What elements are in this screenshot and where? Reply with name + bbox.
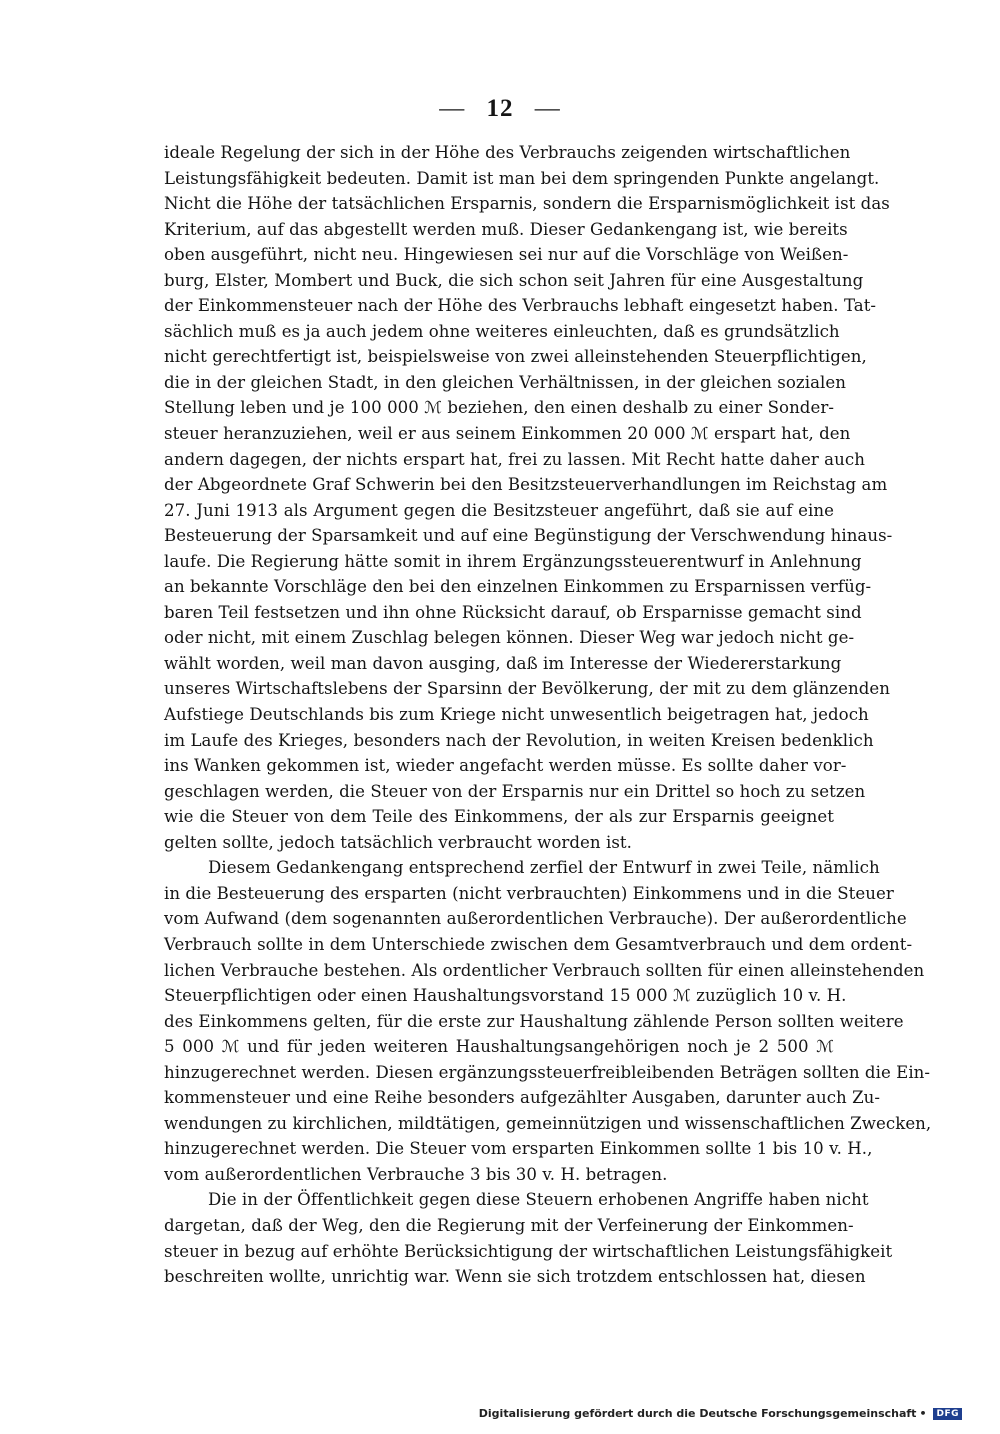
text-line: ideale Regelung der sich in der Höhe des Verbrauchs zeigenden wirtschaftlichen bbox=[164, 143, 851, 162]
text-line: steuer in bezug auf erhöhte Berücksichtigung der wirtschaftlichen Leistungsfähigkeit bbox=[164, 1241, 893, 1261]
text-line: die in der gleichen Stadt, in den gleichen Verhältnissen, in der gleichen sozialen bbox=[164, 372, 846, 392]
header-dash-right: — bbox=[534, 95, 561, 122]
text-line: Aufstiege Deutschlands bis zum Kriege nicht unwesentlich beigetragen hat, jedoch bbox=[164, 705, 869, 725]
text-line: dargetan, daß der Weg, den die Regierung mit der Verfeinerung der Einkommen- bbox=[164, 1215, 854, 1235]
text-line: burg, Elster, Mombert und Buck, die sich schon seit Jahren für eine Ausgestaltung bbox=[164, 270, 864, 290]
text-line: Diesem Gedankengang entsprechend zerfiel der Entwurf in zwei Teile, nämlich bbox=[208, 858, 880, 878]
text-line: in die Besteuerung des ersparten (nicht verbrauchten) Einkommens und in die Steuer bbox=[164, 883, 894, 903]
text-line: der Einkommensteuer nach der Höhe des Verbrauchs lebhaft eingesetzt haben. Tat- bbox=[164, 296, 877, 316]
text-line: geschlagen werden, die Steuer von der Ersparnis nur ein Drittel so hoch zu setzen bbox=[164, 781, 866, 801]
text-line: Leistungsfähigkeit bedeuten. Damit ist man bei dem springenden Punkte angelangt. bbox=[164, 168, 880, 188]
page-number: 12 bbox=[486, 95, 514, 122]
text-line: Besteuerung der Sparsamkeit und auf eine Begünstigung der Verschwendung hinaus- bbox=[164, 526, 893, 546]
text-line: Die in der Öffentlichkeit gegen diese Steuern erhobenen Angriffe haben nicht bbox=[208, 1190, 869, 1210]
credit-text: Digitalisierung gefördert durch die Deutsche Forschungsgemeinschaft bbox=[478, 1407, 917, 1420]
text-line: steuer heranzuziehen, weil er aus seinem Einkommen 20 000 ℳ erspart hat, den bbox=[164, 424, 851, 444]
page-header bbox=[0, 95, 1000, 123]
text-line: 27. Juni 1913 als Argument gegen die Besitzsteuer angeführt, daß sie auf eine bbox=[164, 500, 834, 520]
dfg-logo-icon: DFG bbox=[933, 1408, 962, 1420]
text-line: sächlich muß es ja auch jedem ohne weiteres einleuchten, daß es grundsätzlich bbox=[164, 321, 840, 341]
text-line: kommensteuer und eine Reihe besonders aufgezählter Ausgaben, darunter auch Zu- bbox=[164, 1088, 881, 1108]
text-line: des Einkommens gelten, für die erste zur Haushaltung zählende Person sollten weitere bbox=[164, 1011, 904, 1031]
body-text bbox=[164, 140, 932, 1290]
digitization-credit bbox=[479, 1407, 962, 1420]
text-line: Nicht die Höhe der tatsächlichen Ersparnis, sondern die Ersparnismöglichkeit ist das bbox=[164, 194, 890, 214]
text-line: lichen Verbrauche bestehen. Als ordentlicher Verbrauch sollten für einen alleinstehenden bbox=[164, 960, 925, 980]
text-line: oder nicht, mit einem Zuschlag belegen können. Dieser Weg war jedoch nicht ge- bbox=[164, 628, 855, 648]
text-line: hinzugerechnet werden. Die Steuer vom ersparten Einkommen sollte 1 bis 10 v. H., bbox=[164, 1139, 873, 1159]
text-line: wie die Steuer von dem Teile des Einkommens, der als zur Ersparnis geeignet bbox=[164, 807, 834, 827]
text-line: andern dagegen, der nichts erspart hat, frei zu lassen. Mit Recht hatte daher auch bbox=[164, 449, 865, 469]
text-line: vom Aufwand (dem sogenannten außerordentlichen Verbrauche). Der außerordentliche bbox=[164, 909, 907, 929]
text-line: beschreiten wollte, unrichtig war. Wenn sie sich trotzdem entschlossen hat, diesen bbox=[164, 1267, 866, 1287]
text-line: nicht gerechtfertigt ist, beispielsweise von zwei alleinstehenden Steuerpflichtigen, bbox=[164, 347, 867, 367]
text-line: hinzugerechnet werden. Diesen ergänzungssteuerfreibleibenden Beträgen sollten die Ein- bbox=[164, 1062, 931, 1082]
text-line: der Abgeordnete Graf Schwerin bei den Besitzsteuerverhandlungen im Reichstag am bbox=[164, 475, 888, 495]
text-line: an bekannte Vorschläge den bei den einzelnen Einkommen zu Ersparnissen verfüg- bbox=[164, 577, 872, 597]
text-line: wendungen zu kirchlichen, mildtätigen, gemeinnützigen und wissenschaftlichen Zwecken, bbox=[164, 1113, 932, 1133]
text-line: laufe. Die Regierung hätte somit in ihrem Ergänzungssteuerentwurf in Anlehnung bbox=[164, 551, 862, 571]
text-line: Stellung leben und je 100 000 ℳ beziehen, den einen deshalb zu einer Sonder- bbox=[164, 398, 834, 418]
text-line: Verbrauch sollte in dem Unterschiede zwischen dem Gesamtverbrauch und dem ordent- bbox=[164, 934, 913, 954]
credit-separator: • bbox=[919, 1407, 927, 1420]
text-line: wählt worden, weil man davon ausging, daß im Interesse der Wiedererstarkung bbox=[164, 653, 842, 673]
text-line: 5 000 ℳ und für jeden weiteren Haushaltungsangehörigen noch je 2 500 ℳ bbox=[164, 1037, 834, 1057]
text-line: vom außerordentlichen Verbrauche 3 bis 30 v. H. betragen. bbox=[164, 1164, 668, 1184]
text-line: unseres Wirtschaftslebens der Sparsinn der Bevölkerung, der mit zu dem glänzenden bbox=[164, 679, 891, 699]
text-line: oben ausgeführt, nicht neu. Hingewiesen sei nur auf die Vorschläge von Weißen- bbox=[164, 245, 849, 265]
text-line: baren Teil festsetzen und ihn ohne Rücksicht darauf, ob Ersparnisse gemacht sind bbox=[164, 602, 862, 622]
text-line: im Laufe des Krieges, besonders nach der Revolution, in weiten Kreisen bedenklich bbox=[164, 730, 874, 750]
text-line: Steuerpflichtigen oder einen Haushaltungsvorstand 15 000 ℳ zuzüglich 10 v. H. bbox=[164, 986, 847, 1006]
text-line: ins Wanken gekommen ist, wieder angefacht werden müsse. Es sollte daher vor- bbox=[164, 756, 847, 776]
text-line: Kriterium, auf das abgestellt werden muß. Dieser Gedankengang ist, wie bereits bbox=[164, 219, 848, 239]
text-line: gelten sollte, jedoch tatsächlich verbraucht worden ist. bbox=[164, 832, 632, 852]
header-dash-left: — bbox=[439, 95, 466, 122]
